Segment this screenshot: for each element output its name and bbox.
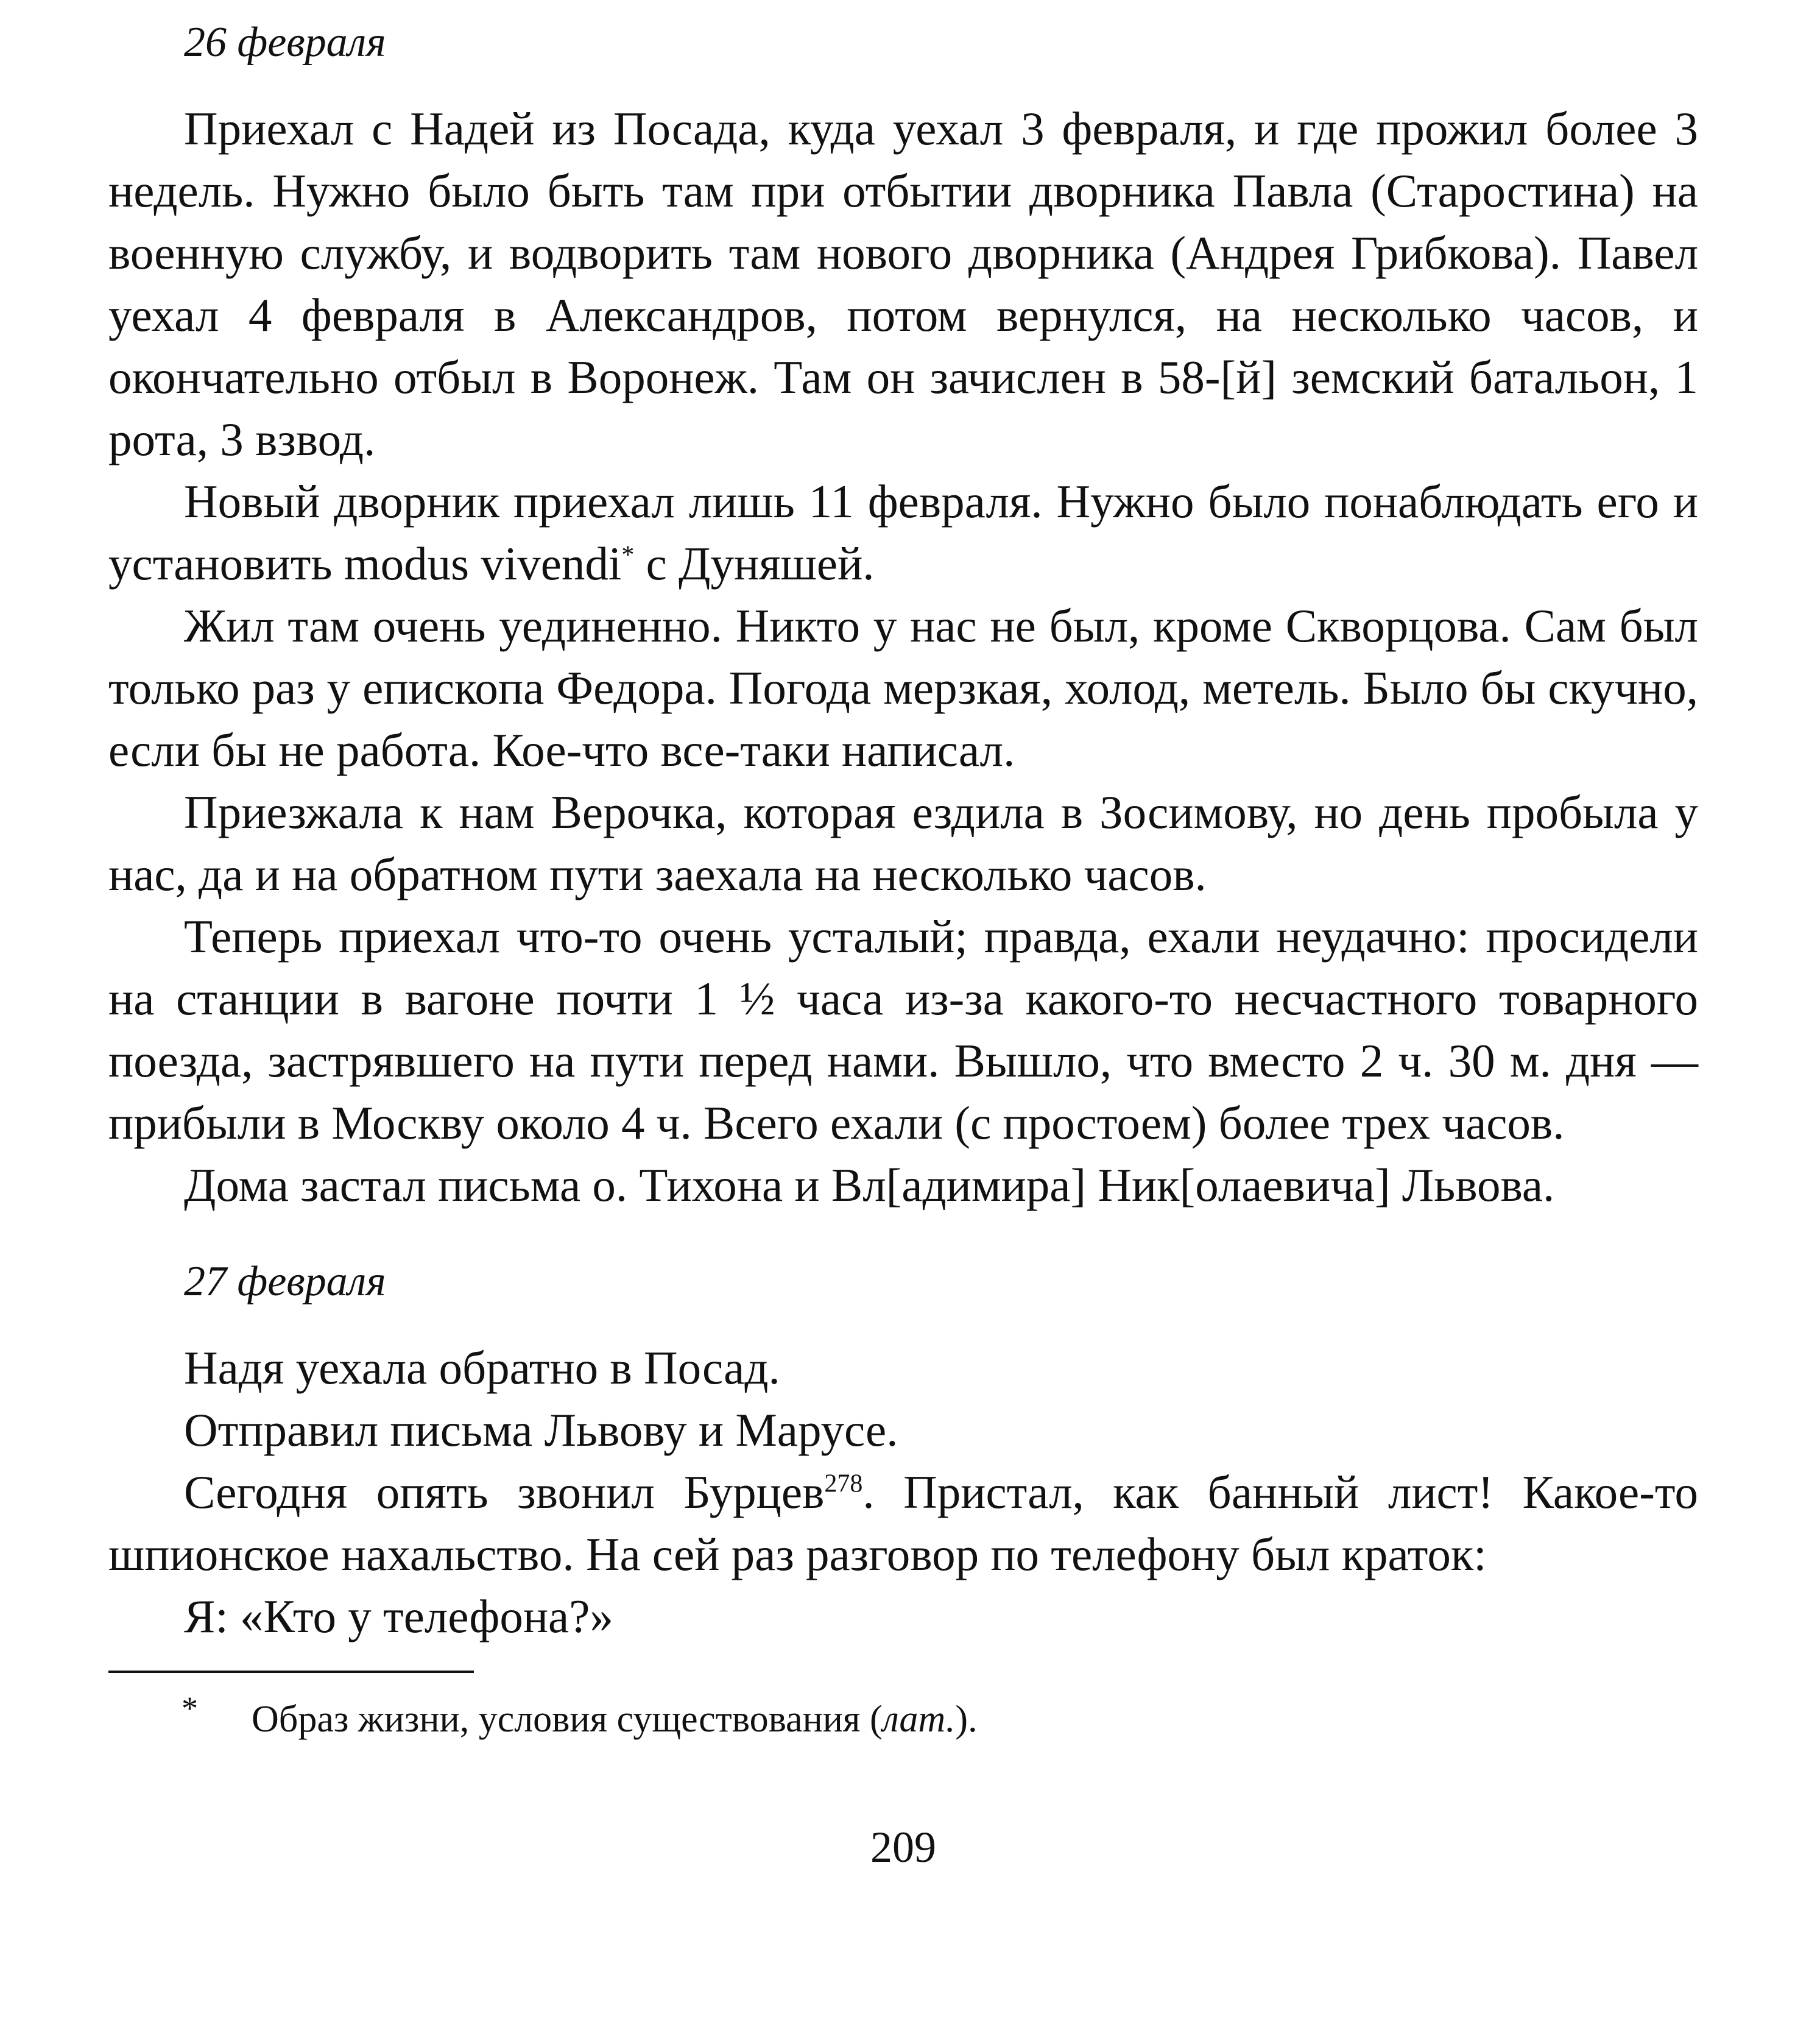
paragraph-text: Новый дворник приехал лишь 11 февраля. Нужно было понаблюдать его и установить modus vivendi xyxy=(108,475,1698,590)
paragraph xyxy=(108,1461,1698,1585)
book-page xyxy=(108,12,1698,1878)
footnote-reference: * xyxy=(621,541,635,570)
paragraph-text: с Дуняшей. xyxy=(634,537,875,590)
page-number: 209 xyxy=(870,1823,936,1872)
footnote-text: Образ жизни, условия существования ( xyxy=(252,1699,883,1740)
entry-date-feb-27: 27 февраля xyxy=(184,1258,386,1305)
paragraph: Отправил письма Львову и Марусе. xyxy=(184,1404,898,1456)
paragraph-text: Сегодня опять звонил Бурцев xyxy=(184,1466,825,1518)
paragraph: Теперь приехал что-то очень усталый; правда, ехали неудачно: просидели на станции в вагоне почти 1 ½ часа из-за какого-то несчастного товарного поезда, застрявшего на пути перед нами. Вышло, что вместо 2 ч. 30 м. дня — прибыли в Москву около 4 ч. Всего ехали (с простоем) более трех часов. xyxy=(108,910,1698,1149)
endnote-reference: 278 xyxy=(824,1469,863,1498)
footnote-divider xyxy=(108,1671,474,1673)
entry-date-feb-26: 26 февраля xyxy=(184,19,386,66)
paragraph: Приехал с Надей из Посада, куда уехал 3 февраля, и где прожил более 3 недель. Нужно было быть там при отбытии дворника Павла (Старостина) на военную службу, и водворить там нового дворника (Андрея Грибкова). Павел уехал 4 февраля в Александров, потом вернулся, на несколько часов, и окончательно отбыл в Воронеж. Там он зачислен в 58-[й] земский батальон, 1 рота, 3 взвод. xyxy=(108,102,1698,465)
paragraph: Дома застал письма о. Тихона и Вл[адимира] Ник[олаевича] Львова. xyxy=(184,1159,1555,1211)
paragraph-text: . Пристал, как банный лист! Какое-то шпионское нахальство. На сей раз разговор по телефону был краток: xyxy=(108,1466,1698,1580)
paragraph: Я: «Кто у телефона?» xyxy=(184,1590,613,1643)
footnote xyxy=(108,1689,1698,1750)
paragraph xyxy=(108,470,1698,595)
footnote-text-end: ). xyxy=(955,1699,978,1740)
footnote-abbreviation: лат. xyxy=(882,1699,956,1740)
footnote-marker: * xyxy=(182,1690,198,1727)
paragraph: Жил там очень уединенно. Никто у нас не был, кроме Скворцова. Сам был только раз у епископа Федора. Погода мерзкая, холод, метель. Было бы скучно, если бы не работа. Кое-что все-таки написал. xyxy=(108,599,1698,776)
paragraph: Надя уехала обратно в Посад. xyxy=(184,1342,780,1394)
paragraph: Приезжала к нам Верочка, которая ездила в Зосимову, но день пробыла у нас, да и на обратном пути заехала на несколько часов. xyxy=(108,786,1698,900)
